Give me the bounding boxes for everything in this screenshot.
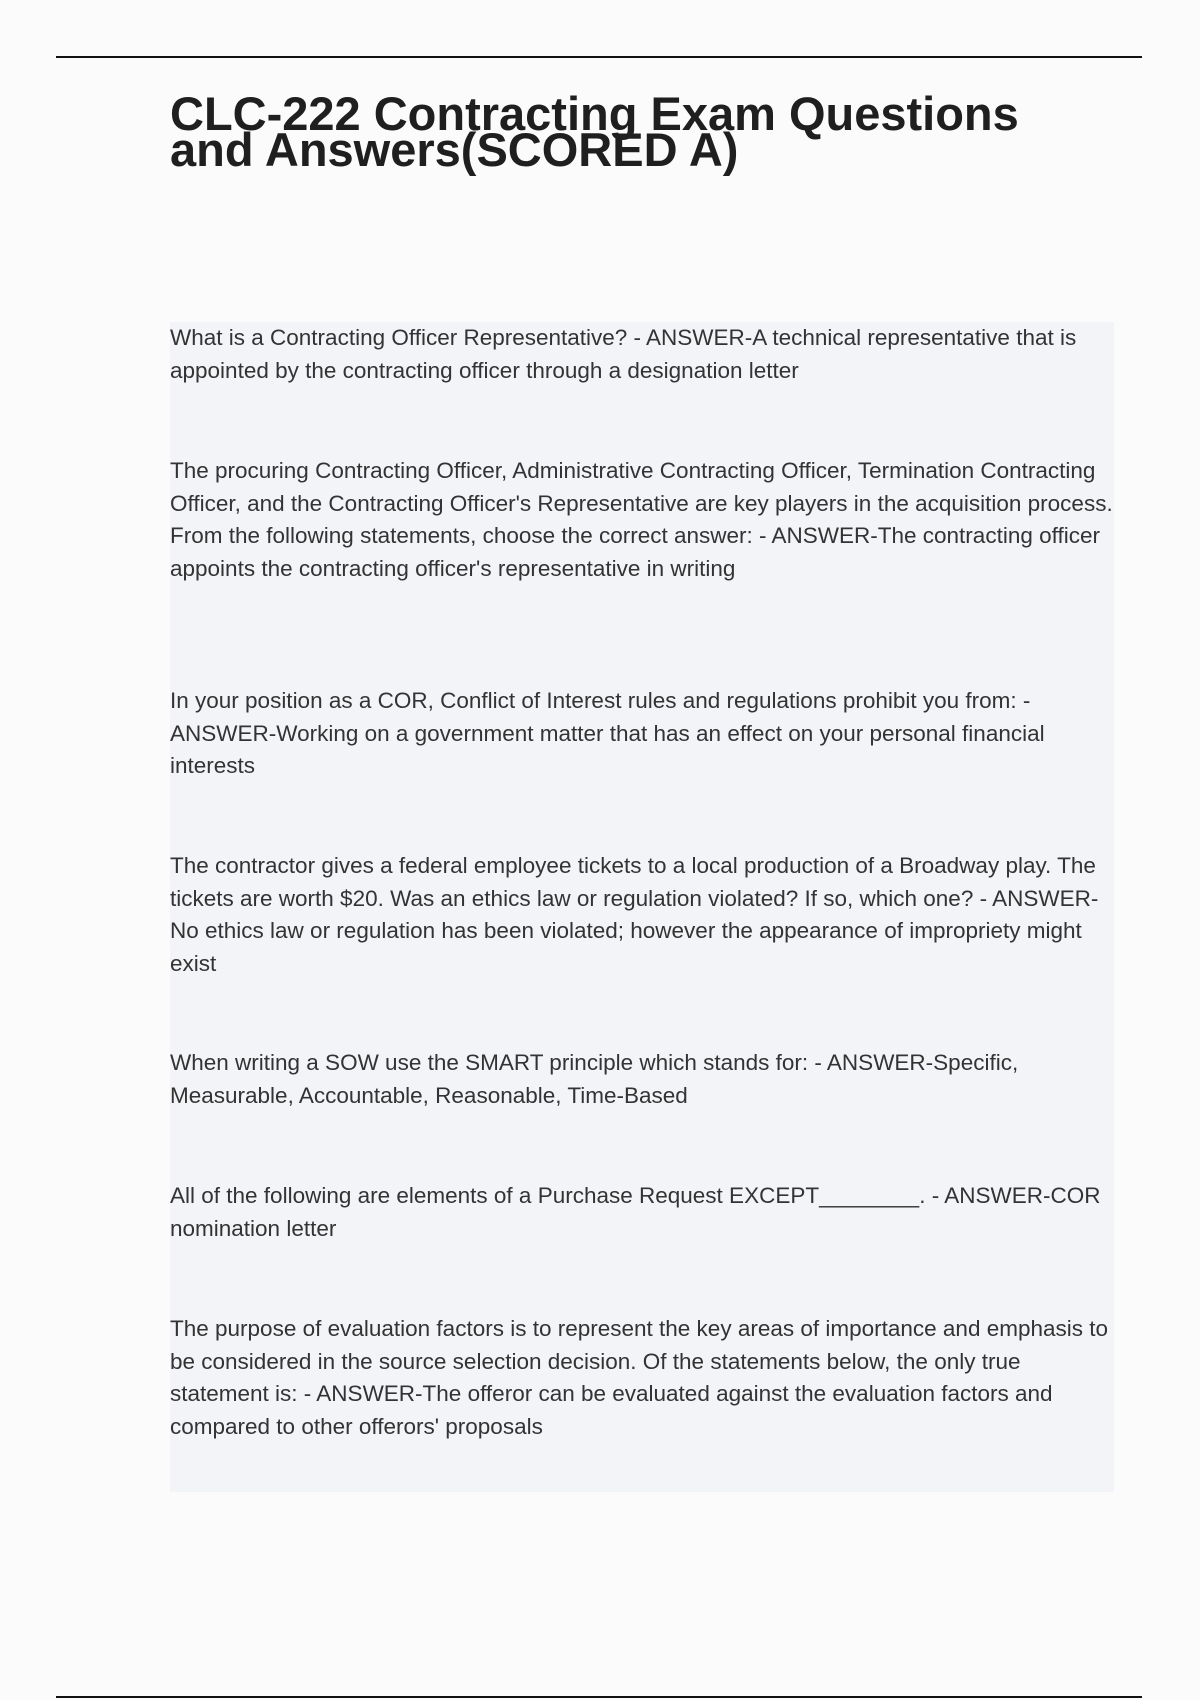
document-title: CLC-222 Contracting Exam Questions and Answers(SCORED A) (170, 87, 1019, 176)
qa-item-6: All of the following are elements of a Purchase Request EXCEPT________. - ANSWER-COR nomination letter (170, 1183, 1101, 1241)
qa-item-1: What is a Contracting Officer Representative? - ANSWER-A technical representative that is appointed by the contracting officer through a designation letter (170, 325, 1077, 383)
top-rule (56, 56, 1142, 58)
qa-item-5: When writing a SOW use the SMART principle which stands for: - ANSWER-Specific, Measurable, Accountable, Reasonable, Time-Based (170, 1050, 1019, 1108)
qa-item-7: The purpose of evaluation factors is to represent the key areas of importance and emphasis to be considered in the source selection decision. Of the statements below, the only true statement is: - ANSWER-The offeror can be evaluated against the evaluation factors and compared to other offerors' proposals (170, 1316, 1109, 1439)
qa-panel (170, 322, 1114, 1492)
qa-item-3: In your position as a COR, Conflict of Interest rules and regulations prohibit you from: - ANSWER-Working on a government matter that has an effect on your personal financial interests (170, 688, 1045, 778)
bottom-rule (56, 1696, 1142, 1698)
qa-item-4: The contractor gives a federal employee tickets to a local production of a Broadway play. The tickets are worth $20. Was an ethics law or regulation violated? If so, which one? - ANSWER-No ethics law or regulation has been violated; however the appearance of impropriety might exist (170, 853, 1099, 976)
qa-item-2: The procuring Contracting Officer, Administrative Contracting Officer, Termination Contracting Officer, and the Contracting Officer's Representative are key players in the acquisition process. From the following statements, choose the correct answer: - ANSWER-The contracting officer appoints the contracting officer's representative in writing (170, 458, 1113, 581)
